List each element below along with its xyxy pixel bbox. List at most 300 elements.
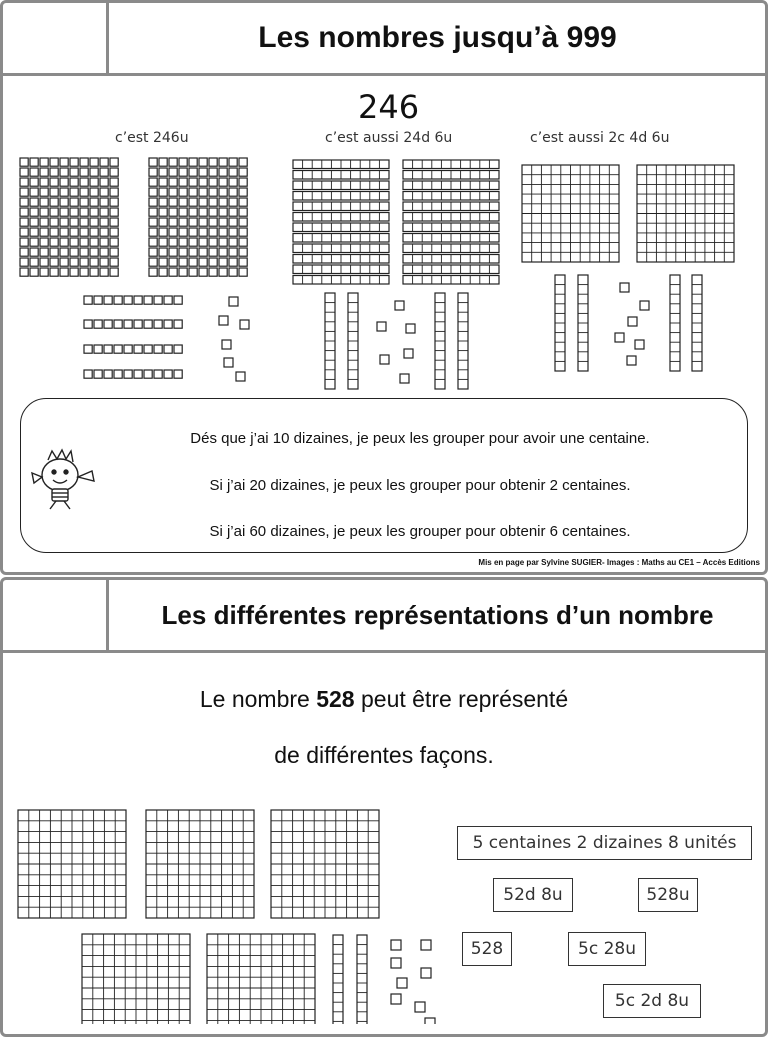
unit-cube [149,268,157,276]
unit-cube [60,198,68,206]
unit-cube [159,218,167,226]
unit-cube [94,345,102,353]
unit-cube [149,198,157,206]
unit-cube [149,228,157,236]
unit-cube [80,238,88,246]
unit-cube [20,188,28,196]
unit-cube [70,268,78,276]
unit-cube [114,370,122,378]
unit-cube [70,178,78,186]
unit-cube [209,188,217,196]
unit-cube [169,208,177,216]
unit-cube [124,320,132,328]
unit-cube [169,228,177,236]
unit-cube [199,268,207,276]
label-hundreds-tens-units: 5c 2d 8u [603,984,701,1018]
unit-cube [159,198,167,206]
unit-cube [110,228,118,236]
unit-cube [219,178,227,186]
unit-cube [144,320,152,328]
page-1-title: Les nombres jusqu’à 999 [258,21,617,54]
unit-cube [20,228,28,236]
unit-cube [110,258,118,266]
unit-cube [209,178,217,186]
unit-cube [40,228,48,236]
unit-cube [144,345,152,353]
unit-cube [80,218,88,226]
unit-cube [90,248,98,256]
unit-cube [30,178,38,186]
unit-cube [380,355,389,364]
number-246: 246 [358,88,420,126]
unit-cube [90,198,98,206]
unit-cube [219,198,227,206]
unit-cube [149,208,157,216]
unit-cube [80,158,88,166]
unit-cube [169,248,177,256]
unit-cube [110,168,118,176]
credit-line: Mis en page par Sylvine SUGIER- Images : Maths au CE1 – Accès Editions [478,558,760,567]
unit-cube [90,258,98,266]
unit-cube [219,268,227,276]
unit-cube [209,158,217,166]
unit-cube [199,158,207,166]
unit-cube [209,218,217,226]
label-digits: 528 [462,932,512,966]
unit-cube [100,248,108,256]
unit-cube [60,258,68,266]
unit-cube [199,178,207,186]
intro-text-after: peut être représenté [354,686,569,712]
unit-cube [104,345,112,353]
unit-cube [20,248,28,256]
unit-cube [60,238,68,246]
unit-cube [30,198,38,206]
unit-cube [415,1002,425,1012]
unit-cube [179,198,187,206]
unit-cube [80,248,88,256]
unit-cube [179,218,187,226]
intro-number: 528 [316,686,355,712]
unit-cube [164,296,172,304]
unit-cube [134,296,142,304]
unit-cube [80,198,88,206]
unit-cube [189,248,197,256]
unit-cube [164,345,172,353]
unit-cube [239,268,247,276]
unit-cube [149,218,157,226]
label-hundreds-units: 5c 28u [568,932,646,966]
unit-cube [159,268,167,276]
unit-cube [229,158,237,166]
unit-cube [70,158,78,166]
unit-cube [159,248,167,256]
unit-cube [40,238,48,246]
unit-cube [90,158,98,166]
unit-cube [627,356,636,365]
unit-cube [60,158,68,166]
unit-cube [110,238,118,246]
unit-cube [80,168,88,176]
unit-cube [229,238,237,246]
unit-cube [90,208,98,216]
unit-cube [239,208,247,216]
unit-cube [100,258,108,266]
unit-cube [90,268,98,276]
unit-cube [628,317,637,326]
unit-cube [239,238,247,246]
unit-cube [169,258,177,266]
unit-cube [239,158,247,166]
unit-cube [124,296,132,304]
unit-cube [110,188,118,196]
unit-cube [154,345,162,353]
unit-cube [154,320,162,328]
unit-cube [179,188,187,196]
unit-cube [640,301,649,310]
unit-cube [239,178,247,186]
unit-cube [50,198,58,206]
unit-cube [219,238,227,246]
unit-cube [100,178,108,186]
unit-cube [179,168,187,176]
unit-cube [30,168,38,176]
unit-cube [20,158,28,166]
unit-cube [94,320,102,328]
unit-cube [159,238,167,246]
unit-cube [229,208,237,216]
unit-cube [20,258,28,266]
unit-cube [620,283,629,292]
unit-cube [169,218,177,226]
unit-cube [100,208,108,216]
unit-cube [90,168,98,176]
unit-cube [159,158,167,166]
unit-cube [189,208,197,216]
unit-cube [199,248,207,256]
label-full-decomposition: 5 centaines 2 dizaines 8 unités [457,826,752,860]
unit-cube [229,297,238,306]
unit-cube [110,268,118,276]
unit-cube [50,268,58,276]
unit-cube [229,268,237,276]
unit-cube [219,228,227,236]
unit-cube [50,258,58,266]
unit-cube [50,168,58,176]
unit-cube [90,238,98,246]
unit-cube [421,940,431,950]
unit-cube [615,333,624,342]
unit-cube [50,158,58,166]
unit-cube [169,238,177,246]
unit-cube [219,168,227,176]
unit-cube [239,198,247,206]
unit-cube [134,370,142,378]
unit-cube [60,268,68,276]
unit-cube [209,248,217,256]
unit-cube [40,198,48,206]
unit-cube [199,228,207,236]
unit-cube [30,208,38,216]
unit-cube [164,320,172,328]
unit-cube [174,320,182,328]
unit-cube [30,268,38,276]
unit-cube [199,208,207,216]
unit-cube [159,168,167,176]
ten-rod [357,935,367,1024]
unit-cube [219,316,228,325]
unit-cube [229,228,237,236]
unit-cube [70,198,78,206]
unit-cube [40,248,48,256]
unit-cube [114,345,122,353]
rule-line-1: Dés que j’ai 10 dizaines, je peux les grouper pour avoir une centaine. [190,430,650,447]
unit-cube [174,370,182,378]
unit-cube [70,258,78,266]
unit-cube [124,345,132,353]
unit-cube [84,370,92,378]
unit-cube [20,218,28,226]
unit-cube [179,178,187,186]
unit-cube [224,358,233,367]
unit-cube [169,178,177,186]
unit-cube [149,158,157,166]
unit-cube [209,198,217,206]
unit-cube [174,345,182,353]
unit-cube [154,370,162,378]
unit-cube [179,208,187,216]
unit-cube [114,296,122,304]
unit-cube [199,188,207,196]
unit-cube [397,978,407,988]
unit-cube [94,370,102,378]
unit-cube [169,198,177,206]
unit-cube [50,218,58,226]
unit-cube [50,208,58,216]
unit-cube [219,188,227,196]
unit-cube [229,218,237,226]
unit-cube [80,178,88,186]
unit-cube [104,296,112,304]
unit-cube [229,198,237,206]
unit-cube [30,238,38,246]
caption-tens: c’est aussi 24d 6u [325,130,453,146]
unit-cube [239,168,247,176]
unit-cube [239,248,247,256]
unit-cube [20,238,28,246]
unit-cube [404,349,413,358]
unit-cube [144,296,152,304]
unit-cube [60,168,68,176]
unit-cube [209,258,217,266]
unit-cube [149,188,157,196]
unit-cube [80,228,88,236]
unit-cube [209,268,217,276]
unit-cube [179,248,187,256]
unit-cube [50,178,58,186]
intro-text-before: Le nombre [199,686,317,712]
unit-cube [229,248,237,256]
unit-cube [159,228,167,236]
label-tens-units: 52d 8u [493,878,573,912]
unit-cube [110,178,118,186]
unit-cube [391,994,401,1004]
unit-cube [70,238,78,246]
unit-cube [70,218,78,226]
unit-cube [159,188,167,196]
unit-cube [189,258,197,266]
unit-cube [30,258,38,266]
page-2-title: Les différentes représentations d’un nombre [161,599,714,630]
unit-cube [134,320,142,328]
unit-cube [30,228,38,236]
unit-cube [189,218,197,226]
unit-cube [40,158,48,166]
unit-cube [229,258,237,266]
unit-cube [70,168,78,176]
unit-cube [239,228,247,236]
unit-cube [60,248,68,256]
unit-cube [179,258,187,266]
unit-cube [110,208,118,216]
unit-cube [179,268,187,276]
unit-cube [90,178,98,186]
unit-cube [124,370,132,378]
unit-cube [70,188,78,196]
unit-cube [189,228,197,236]
unit-cube [84,345,92,353]
unit-cube [70,248,78,256]
unit-cube [219,208,227,216]
unit-cube [635,340,644,349]
unit-cube [90,188,98,196]
unit-cube [60,228,68,236]
unit-cube [40,258,48,266]
unit-cube [60,218,68,226]
unit-cube [40,268,48,276]
unit-cube [199,218,207,226]
unit-cube [209,168,217,176]
unit-cube [199,238,207,246]
unit-cube [406,324,415,333]
unit-cube [229,188,237,196]
ten-rod [333,935,343,1024]
unit-cube [20,178,28,186]
unit-cube [50,228,58,236]
unit-cube [169,158,177,166]
unit-cube [20,208,28,216]
unit-cube [100,268,108,276]
unit-cube [149,238,157,246]
unit-cube [159,208,167,216]
unit-cube [100,158,108,166]
unit-cube [90,218,98,226]
unit-cube [395,301,404,310]
unit-cube [174,296,182,304]
unit-cube [189,268,197,276]
unit-cube [199,198,207,206]
unit-cube [164,370,172,378]
unit-cube [110,218,118,226]
unit-cube [20,268,28,276]
caption-units: c’est 246u [115,130,189,146]
unit-cube [144,370,152,378]
unit-cube [239,258,247,266]
unit-cube [70,208,78,216]
unit-cube [189,178,197,186]
unit-cube [154,296,162,304]
unit-cube [100,188,108,196]
unit-cube [20,168,28,176]
unit-cube [110,248,118,256]
unit-cube [70,228,78,236]
unit-cube [199,258,207,266]
unit-cube [149,248,157,256]
unit-cube [40,218,48,226]
unit-cube [219,218,227,226]
rule-line-2: Si j’ai 20 dizaines, je peux les grouper pour obtenir 2 centaines. [209,477,631,494]
unit-cube [189,168,197,176]
unit-cube [149,168,157,176]
unit-cube [60,188,68,196]
unit-cube [189,158,197,166]
unit-cube [159,258,167,266]
unit-cube [30,248,38,256]
unit-cube [50,188,58,196]
unit-cube [421,968,431,978]
unit-cube [425,1018,435,1024]
unit-cube [209,208,217,216]
unit-cube [219,258,227,266]
unit-cube [84,320,92,328]
unit-cube [199,168,207,176]
unit-cube [209,228,217,236]
unit-cube [40,208,48,216]
unit-cube [189,238,197,246]
unit-cube [391,940,401,950]
unit-cube [400,374,409,383]
unit-cube [239,218,247,226]
unit-cube [169,168,177,176]
unit-cube [60,178,68,186]
unit-cube [100,218,108,226]
unit-cube [169,188,177,196]
unit-cube [80,188,88,196]
unit-cube [100,168,108,176]
unit-cube [179,238,187,246]
unit-cube [189,188,197,196]
unit-cube [30,188,38,196]
unit-cube [149,258,157,266]
unit-cube [110,198,118,206]
unit-cube [90,228,98,236]
unit-cube [239,188,247,196]
unit-cube [100,228,108,236]
unit-cube [219,248,227,256]
label-units: 528u [638,878,698,912]
intro-line-2: de différentes façons. [274,742,494,768]
unit-cube [169,268,177,276]
unit-cube [377,322,386,331]
unit-cube [229,178,237,186]
unit-cube [40,168,48,176]
unit-cube [229,168,237,176]
unit-cube [94,296,102,304]
unit-cube [114,320,122,328]
unit-cube [189,198,197,206]
unit-cube [236,372,245,381]
unit-cube [80,268,88,276]
